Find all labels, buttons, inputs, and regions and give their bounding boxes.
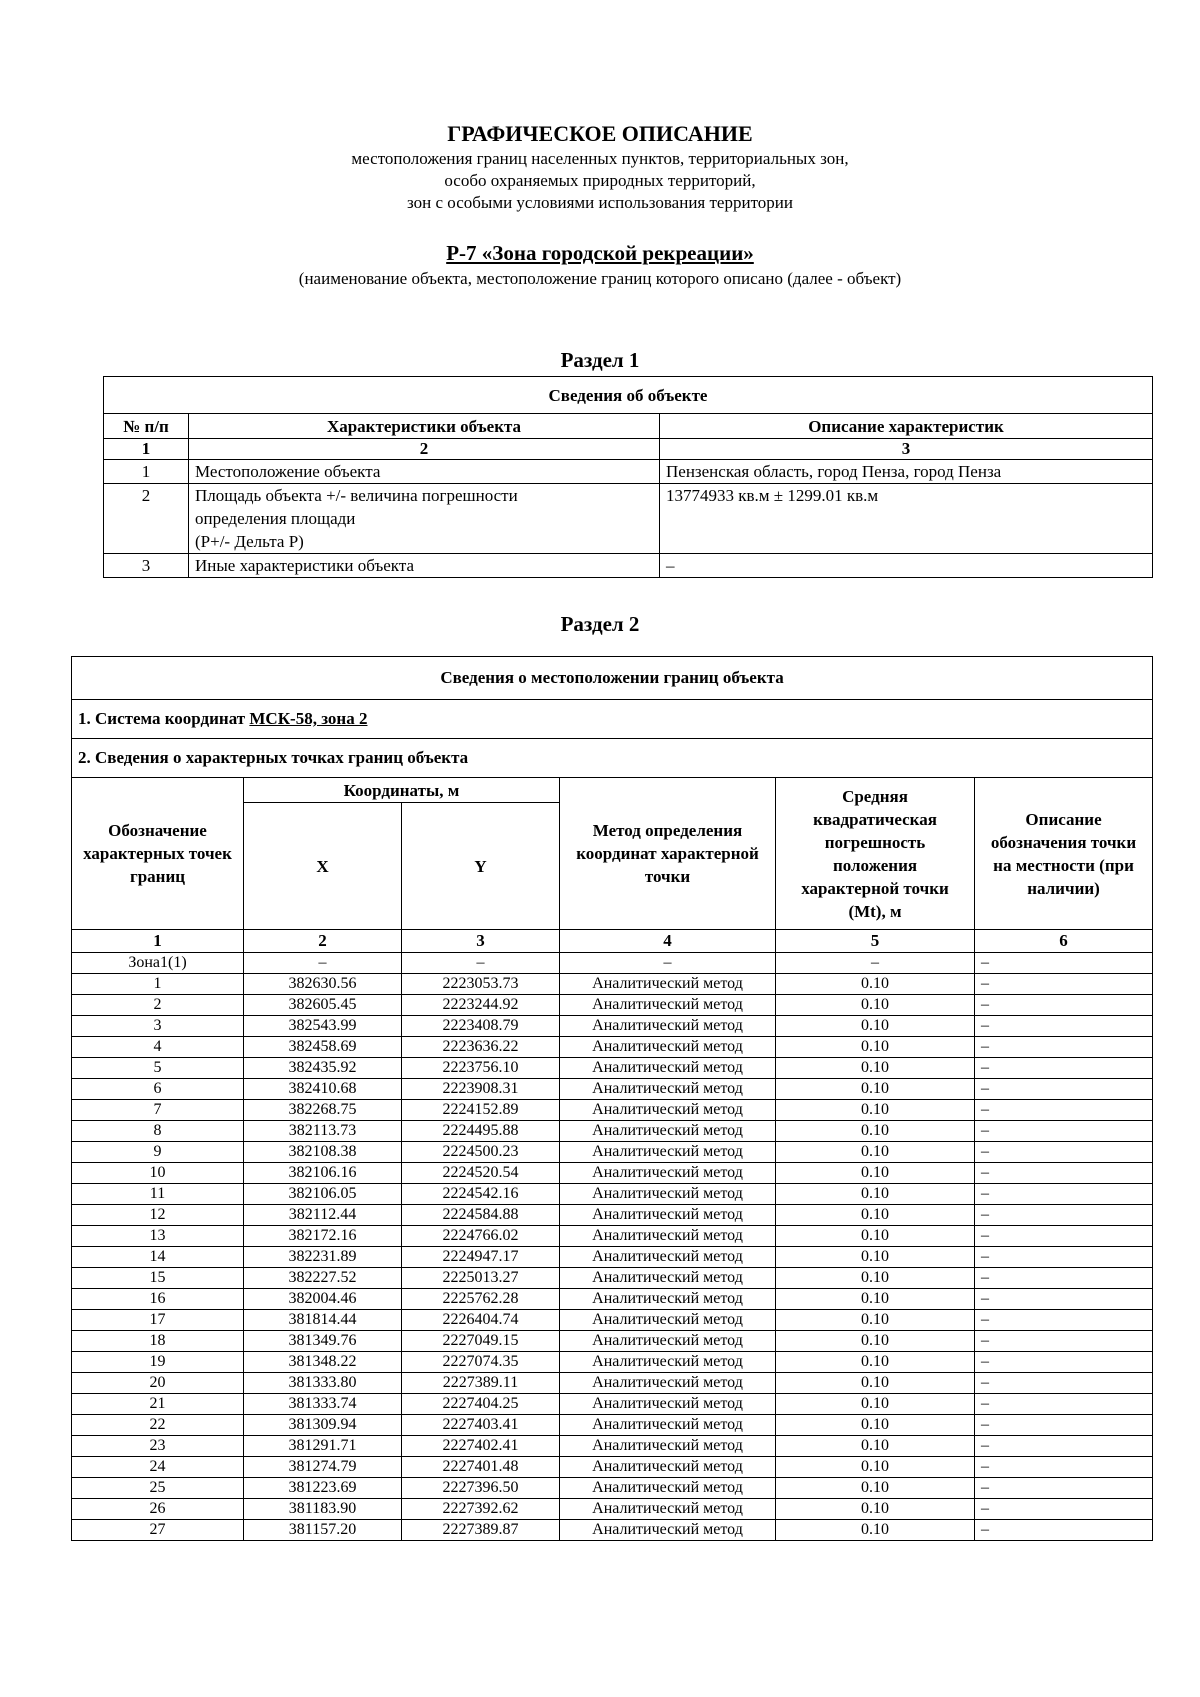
table-row <box>72 1058 1153 1079</box>
point-error: 0.10 <box>776 1079 975 1100</box>
point-y: 2227404.25 <box>402 1394 560 1415</box>
point-x: 382410.68 <box>244 1079 402 1100</box>
point-x: 382108.38 <box>244 1142 402 1163</box>
point-x: 381333.74 <box>244 1394 402 1415</box>
point-x: 382435.92 <box>244 1058 402 1079</box>
point-number: 16 <box>72 1289 244 1310</box>
point-y: 2227074.35 <box>402 1352 560 1373</box>
point-x: 381349.76 <box>244 1331 402 1352</box>
point-description: – <box>975 1520 1153 1541</box>
point-error: 0.10 <box>776 1100 975 1121</box>
point-method: Аналитический метод <box>560 1331 776 1352</box>
point-y: 2224520.54 <box>402 1163 560 1184</box>
point-y: 2223408.79 <box>402 1016 560 1037</box>
point-method: Аналитический метод <box>560 1352 776 1373</box>
point-y: 2227389.11 <box>402 1373 560 1394</box>
point-error: 0.10 <box>776 1310 975 1331</box>
point-method: Аналитический метод <box>560 1289 776 1310</box>
point-description: – <box>975 1016 1153 1037</box>
zone-cell: – <box>244 953 402 974</box>
point-y: 2223053.73 <box>402 974 560 995</box>
point-number: 24 <box>72 1457 244 1478</box>
point-description: – <box>975 1436 1153 1457</box>
point-description: – <box>975 1352 1153 1373</box>
table-row <box>72 1520 1153 1541</box>
object-info-table <box>103 376 1153 578</box>
point-error: 0.10 <box>776 1352 975 1373</box>
point-y: 2224947.17 <box>402 1247 560 1268</box>
section-2-heading: Раздел 2 <box>560 612 640 636</box>
table-row <box>72 1205 1153 1226</box>
point-error: 0.10 <box>776 1247 975 1268</box>
point-number: 10 <box>72 1163 244 1184</box>
boundary-caption: Сведения о местоположении границ объекта <box>72 657 1153 700</box>
point-description: – <box>975 1163 1153 1184</box>
point-x: 382543.99 <box>244 1016 402 1037</box>
point-number: 8 <box>72 1121 244 1142</box>
zone-cell: – <box>560 953 776 974</box>
point-number: 4 <box>72 1037 244 1058</box>
point-description: – <box>975 1121 1153 1142</box>
col-index: 4 <box>560 930 776 953</box>
point-description: – <box>975 1058 1153 1079</box>
point-x: 381223.69 <box>244 1478 402 1499</box>
point-x: 381291.71 <box>244 1436 402 1457</box>
col-header-y: Y <box>402 803 560 930</box>
point-description: – <box>975 1415 1153 1436</box>
point-description: – <box>975 1142 1153 1163</box>
zone-cell: – <box>975 953 1153 974</box>
table-row <box>72 1499 1153 1520</box>
table-row <box>72 974 1153 995</box>
point-x: 381333.80 <box>244 1373 402 1394</box>
point-description: – <box>975 974 1153 995</box>
point-description: – <box>975 1205 1153 1226</box>
point-number: 23 <box>72 1436 244 1457</box>
point-error: 0.10 <box>776 1415 975 1436</box>
point-method: Аналитический метод <box>560 1184 776 1205</box>
point-method: Аналитический метод <box>560 1478 776 1499</box>
point-method: Аналитический метод <box>560 974 776 995</box>
col-header-description: Описание характеристик <box>660 414 1153 439</box>
point-error: 0.10 <box>776 1457 975 1478</box>
point-error: 0.10 <box>776 995 975 1016</box>
table-row <box>72 1310 1153 1331</box>
point-description: – <box>975 1079 1153 1100</box>
point-y: 2227396.50 <box>402 1478 560 1499</box>
table-row <box>72 1373 1153 1394</box>
point-description: – <box>975 1499 1153 1520</box>
point-description: – <box>975 1457 1153 1478</box>
point-method: Аналитический метод <box>560 1394 776 1415</box>
row-characteristic-line: (P+/- Дельта P) <box>195 532 304 551</box>
point-x: 382106.05 <box>244 1184 402 1205</box>
zone-row <box>72 953 1153 974</box>
point-y: 2224542.16 <box>402 1184 560 1205</box>
table-row <box>72 1100 1153 1121</box>
point-description: – <box>975 1037 1153 1058</box>
row-value: 13774933 кв.м ± 1299.01 кв.м <box>660 484 1153 554</box>
col-header-coords: Координаты, м <box>244 778 560 803</box>
point-y: 2225762.28 <box>402 1289 560 1310</box>
point-error: 0.10 <box>776 1520 975 1541</box>
table-row <box>72 1457 1153 1478</box>
point-y: 2225013.27 <box>402 1268 560 1289</box>
row-characteristic-line: Площадь объекта +/- величина погрешности <box>195 486 518 505</box>
table-row <box>72 1478 1153 1499</box>
col-index: 2 <box>244 930 402 953</box>
subtitle-line-1: местоположения границ населенных пунктов, территориальных зон, <box>351 149 849 168</box>
point-description: – <box>975 1268 1153 1289</box>
col-header-description: Описание обозначения точки на местности (при наличии) <box>975 778 1153 930</box>
col-header-number: № п/п <box>104 414 189 439</box>
point-description: – <box>975 1226 1153 1247</box>
object-caption: (наименование объекта, местоположение границ которого описано (далее - объект) <box>298 269 902 288</box>
point-error: 0.10 <box>776 1058 975 1079</box>
point-method: Аналитический метод <box>560 1016 776 1037</box>
col-index: 5 <box>776 930 975 953</box>
point-number: 14 <box>72 1247 244 1268</box>
row-value: Пензенская область, город Пенза, город Пенза <box>660 460 1153 484</box>
point-y: 2227403.41 <box>402 1415 560 1436</box>
point-y: 2223636.22 <box>402 1037 560 1058</box>
point-y: 2224584.88 <box>402 1205 560 1226</box>
col-header-x: X <box>244 803 402 930</box>
point-x: 381814.44 <box>244 1310 402 1331</box>
col-header-designation: Обозначение характерных точек границ <box>72 778 244 930</box>
point-y: 2224495.88 <box>402 1121 560 1142</box>
point-y: 2226404.74 <box>402 1310 560 1331</box>
col-index: 1 <box>72 930 244 953</box>
col-index: 1 <box>104 439 189 460</box>
col-header-error: Средняя квадратическая погрешность положения характерной точки (Mt), м <box>776 778 975 930</box>
coordinate-system <box>72 700 1153 739</box>
point-y: 2224500.23 <box>402 1142 560 1163</box>
point-error: 0.10 <box>776 1394 975 1415</box>
col-index: 2 <box>189 439 660 460</box>
point-method: Аналитический метод <box>560 995 776 1016</box>
point-number: 27 <box>72 1520 244 1541</box>
table-row <box>72 1331 1153 1352</box>
point-number: 26 <box>72 1499 244 1520</box>
point-number: 1 <box>72 974 244 995</box>
col-header-method: Метод определения координат характерной точки <box>560 778 776 930</box>
col-index: 6 <box>975 930 1153 953</box>
point-x: 382458.69 <box>244 1037 402 1058</box>
row-characteristic-line: определения площади <box>195 509 356 528</box>
point-method: Аналитический метод <box>560 1121 776 1142</box>
point-error: 0.10 <box>776 974 975 995</box>
point-number: 12 <box>72 1205 244 1226</box>
point-x: 382268.75 <box>244 1100 402 1121</box>
row-characteristic <box>189 484 660 554</box>
point-error: 0.10 <box>776 1037 975 1058</box>
point-x: 381157.20 <box>244 1520 402 1541</box>
subtitle-line-3: зон с особыми условиями использования территории <box>407 193 793 212</box>
point-x: 382004.46 <box>244 1289 402 1310</box>
col-index: 3 <box>402 930 560 953</box>
point-description: – <box>975 1247 1153 1268</box>
point-method: Аналитический метод <box>560 1247 776 1268</box>
points-caption: 2. Сведения о характерных точках границ объекта <box>72 739 1153 778</box>
point-number: 20 <box>72 1373 244 1394</box>
point-number: 2 <box>72 995 244 1016</box>
point-method: Аналитический метод <box>560 1373 776 1394</box>
object-info-caption: Сведения об объекте <box>104 377 1153 414</box>
table-row <box>72 1037 1153 1058</box>
title-block <box>0 120 1200 214</box>
coordinate-system-value: МСК-58, зона 2 <box>249 709 368 728</box>
point-y: 2227389.87 <box>402 1520 560 1541</box>
point-method: Аналитический метод <box>560 1520 776 1541</box>
point-error: 0.10 <box>776 1184 975 1205</box>
point-y: 2227049.15 <box>402 1331 560 1352</box>
point-description: – <box>975 1478 1153 1499</box>
point-x: 381309.94 <box>244 1415 402 1436</box>
point-method: Аналитический метод <box>560 1226 776 1247</box>
point-x: 381274.79 <box>244 1457 402 1478</box>
point-number: 15 <box>72 1268 244 1289</box>
col-header-characteristic: Характеристики объекта <box>189 414 660 439</box>
point-error: 0.10 <box>776 1499 975 1520</box>
table-row <box>104 554 1153 578</box>
point-method: Аналитический метод <box>560 1037 776 1058</box>
point-method: Аналитический метод <box>560 1142 776 1163</box>
point-y: 2224766.02 <box>402 1226 560 1247</box>
table-row <box>72 1352 1153 1373</box>
point-x: 382112.44 <box>244 1205 402 1226</box>
table-row <box>72 1289 1153 1310</box>
point-number: 6 <box>72 1079 244 1100</box>
point-description: – <box>975 995 1153 1016</box>
point-number: 3 <box>72 1016 244 1037</box>
point-description: – <box>975 1331 1153 1352</box>
point-error: 0.10 <box>776 1226 975 1247</box>
table-row <box>104 460 1153 484</box>
zone-label: Зона1(1) <box>72 953 244 974</box>
point-description: – <box>975 1373 1153 1394</box>
point-x: 381183.90 <box>244 1499 402 1520</box>
object-name: Р-7 «Зона городской рекреации» <box>446 241 754 265</box>
row-number: 2 <box>104 484 189 554</box>
point-method: Аналитический метод <box>560 1499 776 1520</box>
table-row <box>72 1079 1153 1100</box>
point-number: 5 <box>72 1058 244 1079</box>
point-error: 0.10 <box>776 1016 975 1037</box>
point-description: – <box>975 1310 1153 1331</box>
table-row <box>72 995 1153 1016</box>
zone-cell: – <box>402 953 560 974</box>
point-description: – <box>975 1394 1153 1415</box>
table-row <box>72 1247 1153 1268</box>
point-x: 381348.22 <box>244 1352 402 1373</box>
table-row <box>104 484 1153 554</box>
point-method: Аналитический метод <box>560 1163 776 1184</box>
point-number: 21 <box>72 1394 244 1415</box>
row-characteristic: Местоположение объекта <box>189 460 660 484</box>
point-error: 0.10 <box>776 1205 975 1226</box>
row-value: – <box>660 554 1153 578</box>
point-number: 11 <box>72 1184 244 1205</box>
zone-cell: – <box>776 953 975 974</box>
table-row <box>72 1394 1153 1415</box>
section-1-heading: Раздел 1 <box>560 348 640 372</box>
point-number: 22 <box>72 1415 244 1436</box>
point-x: 382106.16 <box>244 1163 402 1184</box>
point-y: 2223756.10 <box>402 1058 560 1079</box>
point-number: 7 <box>72 1100 244 1121</box>
point-description: – <box>975 1100 1153 1121</box>
point-number: 13 <box>72 1226 244 1247</box>
point-y: 2223244.92 <box>402 995 560 1016</box>
point-method: Аналитический метод <box>560 1415 776 1436</box>
point-x: 382113.73 <box>244 1121 402 1142</box>
document-title: ГРАФИЧЕСКОЕ ОПИСАНИЕ <box>447 121 753 146</box>
point-method: Аналитический метод <box>560 1457 776 1478</box>
point-method: Аналитический метод <box>560 1436 776 1457</box>
point-method: Аналитический метод <box>560 1079 776 1100</box>
point-error: 0.10 <box>776 1436 975 1457</box>
table-row <box>72 1163 1153 1184</box>
point-x: 382231.89 <box>244 1247 402 1268</box>
point-y: 2223908.31 <box>402 1079 560 1100</box>
point-error: 0.10 <box>776 1121 975 1142</box>
table-row <box>72 1268 1153 1289</box>
point-x: 382172.16 <box>244 1226 402 1247</box>
col-index: 3 <box>660 439 1153 460</box>
coordinate-system-label: 1. Система координат <box>78 709 250 728</box>
table-row <box>72 1226 1153 1247</box>
point-x: 382630.56 <box>244 974 402 995</box>
point-error: 0.10 <box>776 1373 975 1394</box>
point-method: Аналитический метод <box>560 1058 776 1079</box>
row-characteristic: Иные характеристики объекта <box>189 554 660 578</box>
point-error: 0.10 <box>776 1163 975 1184</box>
point-y: 2224152.89 <box>402 1100 560 1121</box>
point-number: 19 <box>72 1352 244 1373</box>
point-method: Аналитический метод <box>560 1310 776 1331</box>
table-row <box>72 1436 1153 1457</box>
point-method: Аналитический метод <box>560 1205 776 1226</box>
subtitle-line-2: особо охраняемых природных территорий, <box>444 171 756 190</box>
row-number: 1 <box>104 460 189 484</box>
point-method: Аналитический метод <box>560 1268 776 1289</box>
table-row <box>72 1142 1153 1163</box>
table-row <box>72 1415 1153 1436</box>
boundary-points-table <box>71 656 1153 1541</box>
point-error: 0.10 <box>776 1289 975 1310</box>
point-number: 25 <box>72 1478 244 1499</box>
point-error: 0.10 <box>776 1142 975 1163</box>
point-number: 18 <box>72 1331 244 1352</box>
point-y: 2227401.48 <box>402 1457 560 1478</box>
points-body <box>72 953 1153 1541</box>
table-row <box>72 1184 1153 1205</box>
point-x: 382227.52 <box>244 1268 402 1289</box>
point-y: 2227392.62 <box>402 1499 560 1520</box>
table-row <box>72 1121 1153 1142</box>
point-y: 2227402.41 <box>402 1436 560 1457</box>
point-description: – <box>975 1289 1153 1310</box>
row-number: 3 <box>104 554 189 578</box>
point-method: Аналитический метод <box>560 1100 776 1121</box>
point-error: 0.10 <box>776 1268 975 1289</box>
point-description: – <box>975 1184 1153 1205</box>
point-error: 0.10 <box>776 1331 975 1352</box>
point-number: 17 <box>72 1310 244 1331</box>
point-number: 9 <box>72 1142 244 1163</box>
point-error: 0.10 <box>776 1478 975 1499</box>
point-x: 382605.45 <box>244 995 402 1016</box>
table-row <box>72 1016 1153 1037</box>
